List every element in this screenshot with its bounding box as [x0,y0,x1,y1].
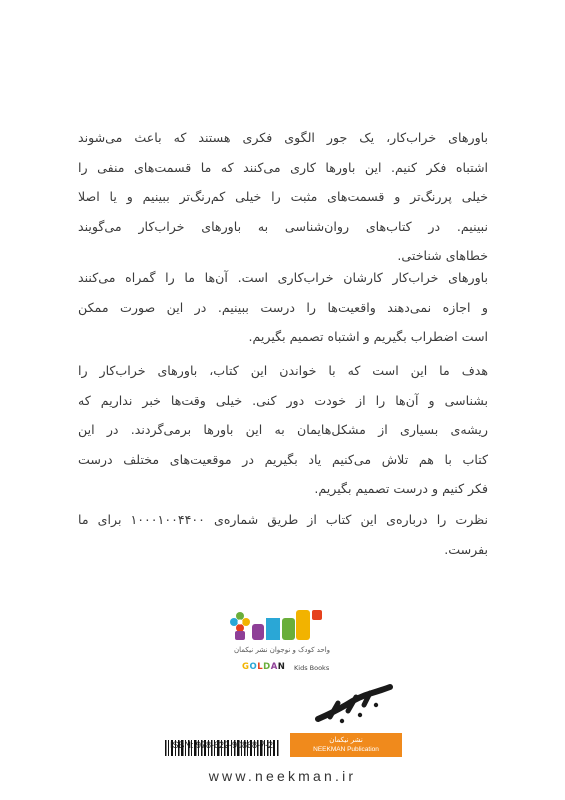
goldan-letter: O [249,662,258,672]
goldan-letter: D [263,662,271,672]
goldan-letter: G [242,662,250,672]
goldan-letter: L [257,662,264,672]
paragraph-line: نظرت را درباره‌ی این کتاب از طریق شماره‌ی ۱۰۰۰۱۰۰۴۴۰۰ برای ما [78,512,488,527]
paragraph-line: کتاب با هم تلاش می‌کنیم یاد بگیریم در موقعیت‌های مختلف درست [78,451,488,467]
paragraph-line: باورهای خراب‌کار کارشان خراب‌کاری است. آن‌ها ما را گمراه می‌کنند [78,270,488,285]
paragraph-line: نبینیم. در کتاب‌های روان‌شناسی به باورهای خراب‌کار می‌گویند [78,218,488,234]
paragraph-line: است اضطراب بگیریم و اشتباه تصمیم بگیریم. [248,329,488,344]
publisher-badge [290,733,402,757]
neekman-logo [312,683,396,727]
paragraph-line: و اجازه نمی‌دهند واقعیت‌ها را درست ببینیم. در این صورت ممکن [78,299,488,315]
paragraph-line: بشناسی و آن‌ها را از خودت دور کنی. خیلی وقت‌ها خبر نداریم که [78,392,488,408]
paragraph-2 [78,263,488,352]
website-url: www.neekman.ir [208,768,357,784]
paragraph-line: خطاهای شناختی. [397,248,488,263]
goldan-wordmark [242,662,285,672]
goldan-subtitle: واحد کودک و نوجوان نشر نیکمان [233,646,331,654]
paragraph-line: باورهای خراب‌کار، یک جور الگوی فکری هستند که باعث می‌شوند [78,130,488,145]
paragraph-line: بفرست. [444,541,488,557]
goldan-letter: N [277,662,286,672]
kids-books-label: Kids Books [294,664,330,672]
paragraph-line: خیلی پررنگ‌تر و قسمت‌های مثبت را خیلی کم‌رنگ‌تر ببینیم و یا اصلا [78,189,488,204]
paragraph-line: اشتباه فکر کنیم. این باورها کاری می‌کنند که ما قسمت‌های منفی را [78,159,488,175]
paragraph-line: هدف ما این است که با خواندن این کتاب، باورهای خراب‌کار را [78,363,488,378]
paragraph-line: ریشه‌ی بسیاری از مشکل‌هایمان به این باورها برمی‌گردند. در این [78,422,488,437]
publisher-name-en: NEEKMAN Publication [313,746,379,753]
goldan-logo [226,604,336,684]
goldan-letter: A [270,662,278,672]
paragraph-1 [78,123,488,271]
publisher-name-fa: نشر نیکمان [329,736,363,744]
paragraph-line: فکر کنیم و درست تصمیم بگیریم. [314,481,488,496]
paragraph-3 [78,356,488,504]
isbn-label: ISBN: 978-622-90868-7-2 [170,740,274,750]
paragraph-4 [78,505,488,564]
